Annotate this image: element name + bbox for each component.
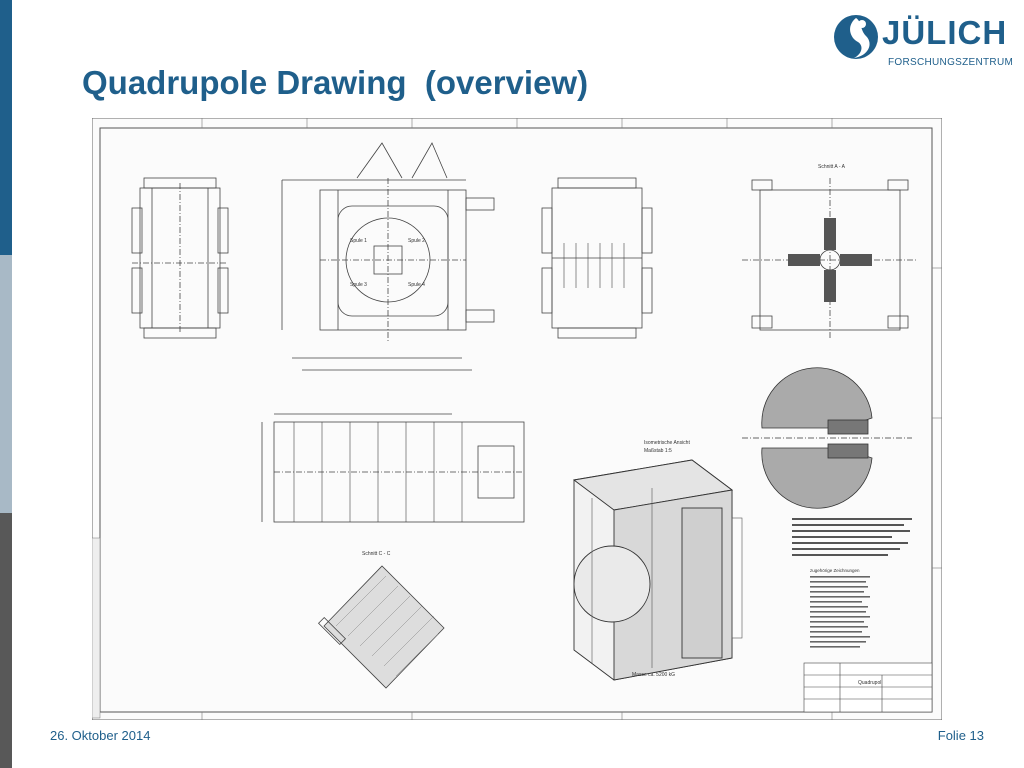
side-accent-middle [0,255,12,513]
footer-date: 26. Oktober 2014 [50,728,151,743]
section-c-label: Schnitt C - C [362,551,391,557]
related-drawings-heading: zugehörige Zeichnungen [810,568,860,573]
quadrupole-technical-drawing [92,118,942,720]
footer-page-number: Folie 13 [937,728,984,743]
side-accent-top [0,0,12,255]
juelich-logo [832,12,1014,74]
juelich-logo-icon [832,12,880,62]
coil-label-1: Spule 1 [350,238,367,244]
logo-subtitle: FORSCHUNGSZENTRUM [888,57,1014,68]
slide-title: Quadrupole Drawing (overview) [82,64,589,101]
side-accent-bottom [0,513,12,768]
coil-label-4: Spule 4 [408,282,425,288]
isometric-scale: Maßstab 1:5 [644,448,672,454]
section-a-label: Schnitt A - A [818,164,845,170]
isometric-title: Isometrische Ansicht [644,440,690,446]
title-block-name: Quadrupol [858,680,882,686]
coil-label-2: Spule 2 [408,238,425,244]
side-accent-bar [0,0,12,768]
coil-label-3: Spule 3 [350,282,367,288]
drawing-canvas [92,118,942,720]
logo-wordmark: JÜLICH [882,14,1008,51]
weight-label: Masse ca. 5200 kG [632,672,676,678]
